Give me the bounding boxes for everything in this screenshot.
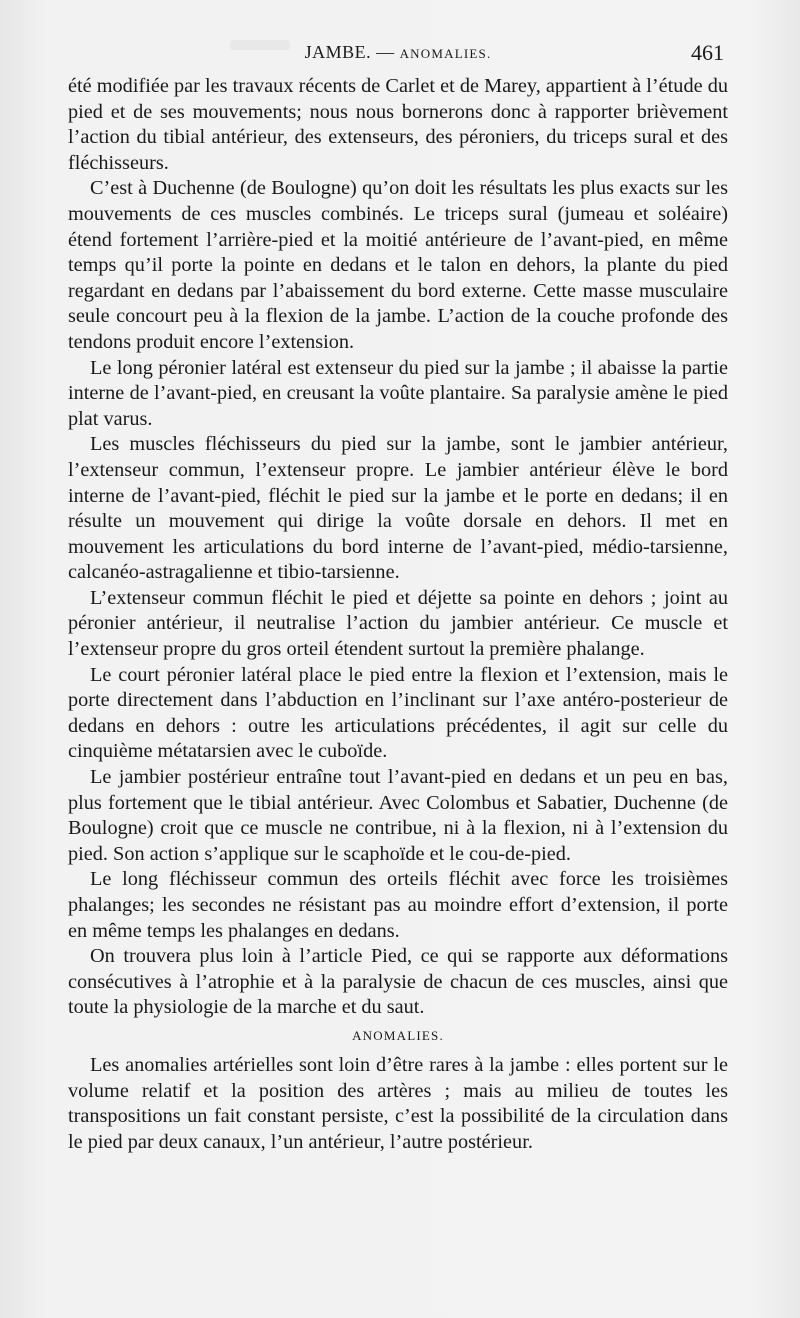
paragraph: Le long fléchisseur commun des orteils fléchit avec force les troisièmes phalanges; les secondes ne résistant pas au moindre effort d’extension, il porte en même temps les phalanges en dedans.: [68, 868, 728, 942]
body-text: [68, 74, 728, 1155]
running-title: [68, 42, 728, 63]
paragraph: On trouvera plus loin à l’article Pied, ce qui se rapporte aux déformations consécutives à l’atrophie et à la paralysie de chacun de ces muscles, ainsi que toute la physiologie de la marche et du saut.: [68, 945, 728, 1019]
running-title-dash: —: [376, 42, 395, 62]
running-title-section: ANOMALIES.: [399, 46, 492, 61]
running-title-main: JAMBE.: [304, 42, 372, 62]
paragraph: été modifiée par les travaux récents de Carlet et de Marey, appartient à l’étude du pied et de ses mouvements; nous nous bornerons donc à rapporter brièvement l’action du tibial antérieur, des extenseurs, des péroniers, du triceps sural et des fléchisseurs.: [68, 75, 728, 174]
section-heading: ANOMALIES.: [352, 1027, 444, 1043]
paragraph: Le long péronier latéral est extenseur du pied sur la jambe ; il abaisse la partie interne de l’avant-pied, en creusant la voûte plantaire. Sa paralysie amène le pied plat varus.: [68, 356, 728, 430]
paragraph: Les anomalies artérielles sont loin d’être rares à la jambe : elles portent sur le volume relatif et la position des artères ; mais au milieu de toutes les transpositions un fait constant persiste, c’est la possibilité de la circulation dans le pied par deux canaux, l’un antérieur, l’autre postérieur.: [68, 1053, 728, 1153]
paragraph: L’extenseur commun fléchit le pied et déjette sa pointe en dehors ; joint au péronier antérieur, il neutralise l’action du jambier antérieur. Ce muscle et l’extenseur propre du gros orteil étendent surtout la première phalange.: [68, 586, 728, 661]
page-number: 461: [691, 40, 724, 65]
paragraph: Le court péronier latéral place le pied entre la flexion et l’extension, mais le porte directement dans l’abduction en l’inclinant sur l’axe antéro-posterieur de dedans en dehors : outre les articulations précédentes, il agit sur celle du cinquième métatarsien avec le cuboïde.: [68, 663, 728, 763]
page-header: [68, 38, 728, 72]
paragraph: Les muscles fléchisseurs du pied sur la jambe, sont le jambier antérieur, l’extenseur commun, l’extenseur propre. Le jambier antérieur élève le bord interne de l’avant-pied, fléchit le pied sur la jambe et le porte en dedans; il en résulte un mouvement qui dirige la voûte dorsale en dehors. Il met en mouvement les articulations du bord interne de l’avant-pied, médio-tarsienne, calcanéo-astragalienne et tibio-tarsienne.: [68, 433, 728, 584]
paragraph: Le jambier postérieur entraîne tout l’avant-pied en dedans et un peu en bas, plus fortement que le tibial antérieur. Avec Colombus et Sabatier, Duchenne (de Boulogne) croit que ce muscle ne contribue, ni à la flexion, ni à l’extension du pied. Son action s’applique sur le scaphoïde et le cou-de-pied.: [68, 766, 728, 865]
paragraph: C’est à Duchenne (de Boulogne) qu’on doit les résultats les plus exacts sur les mouvements de ces muscles combinés. Le triceps sural (jumeau et soléaire) étend fortement l’arrière-pied et la moitié antérieure de l’avant-pied, en même temps qu’il porte la pointe en dedans et le talon en dehors, la plante du pied regardant en dedans par l’abaissement du bord externe. Cette masse musculaire seule concourt peu à la flexion de la jambe. L’action de la couche profonde des tendons produit encore l’extension.: [68, 177, 728, 353]
